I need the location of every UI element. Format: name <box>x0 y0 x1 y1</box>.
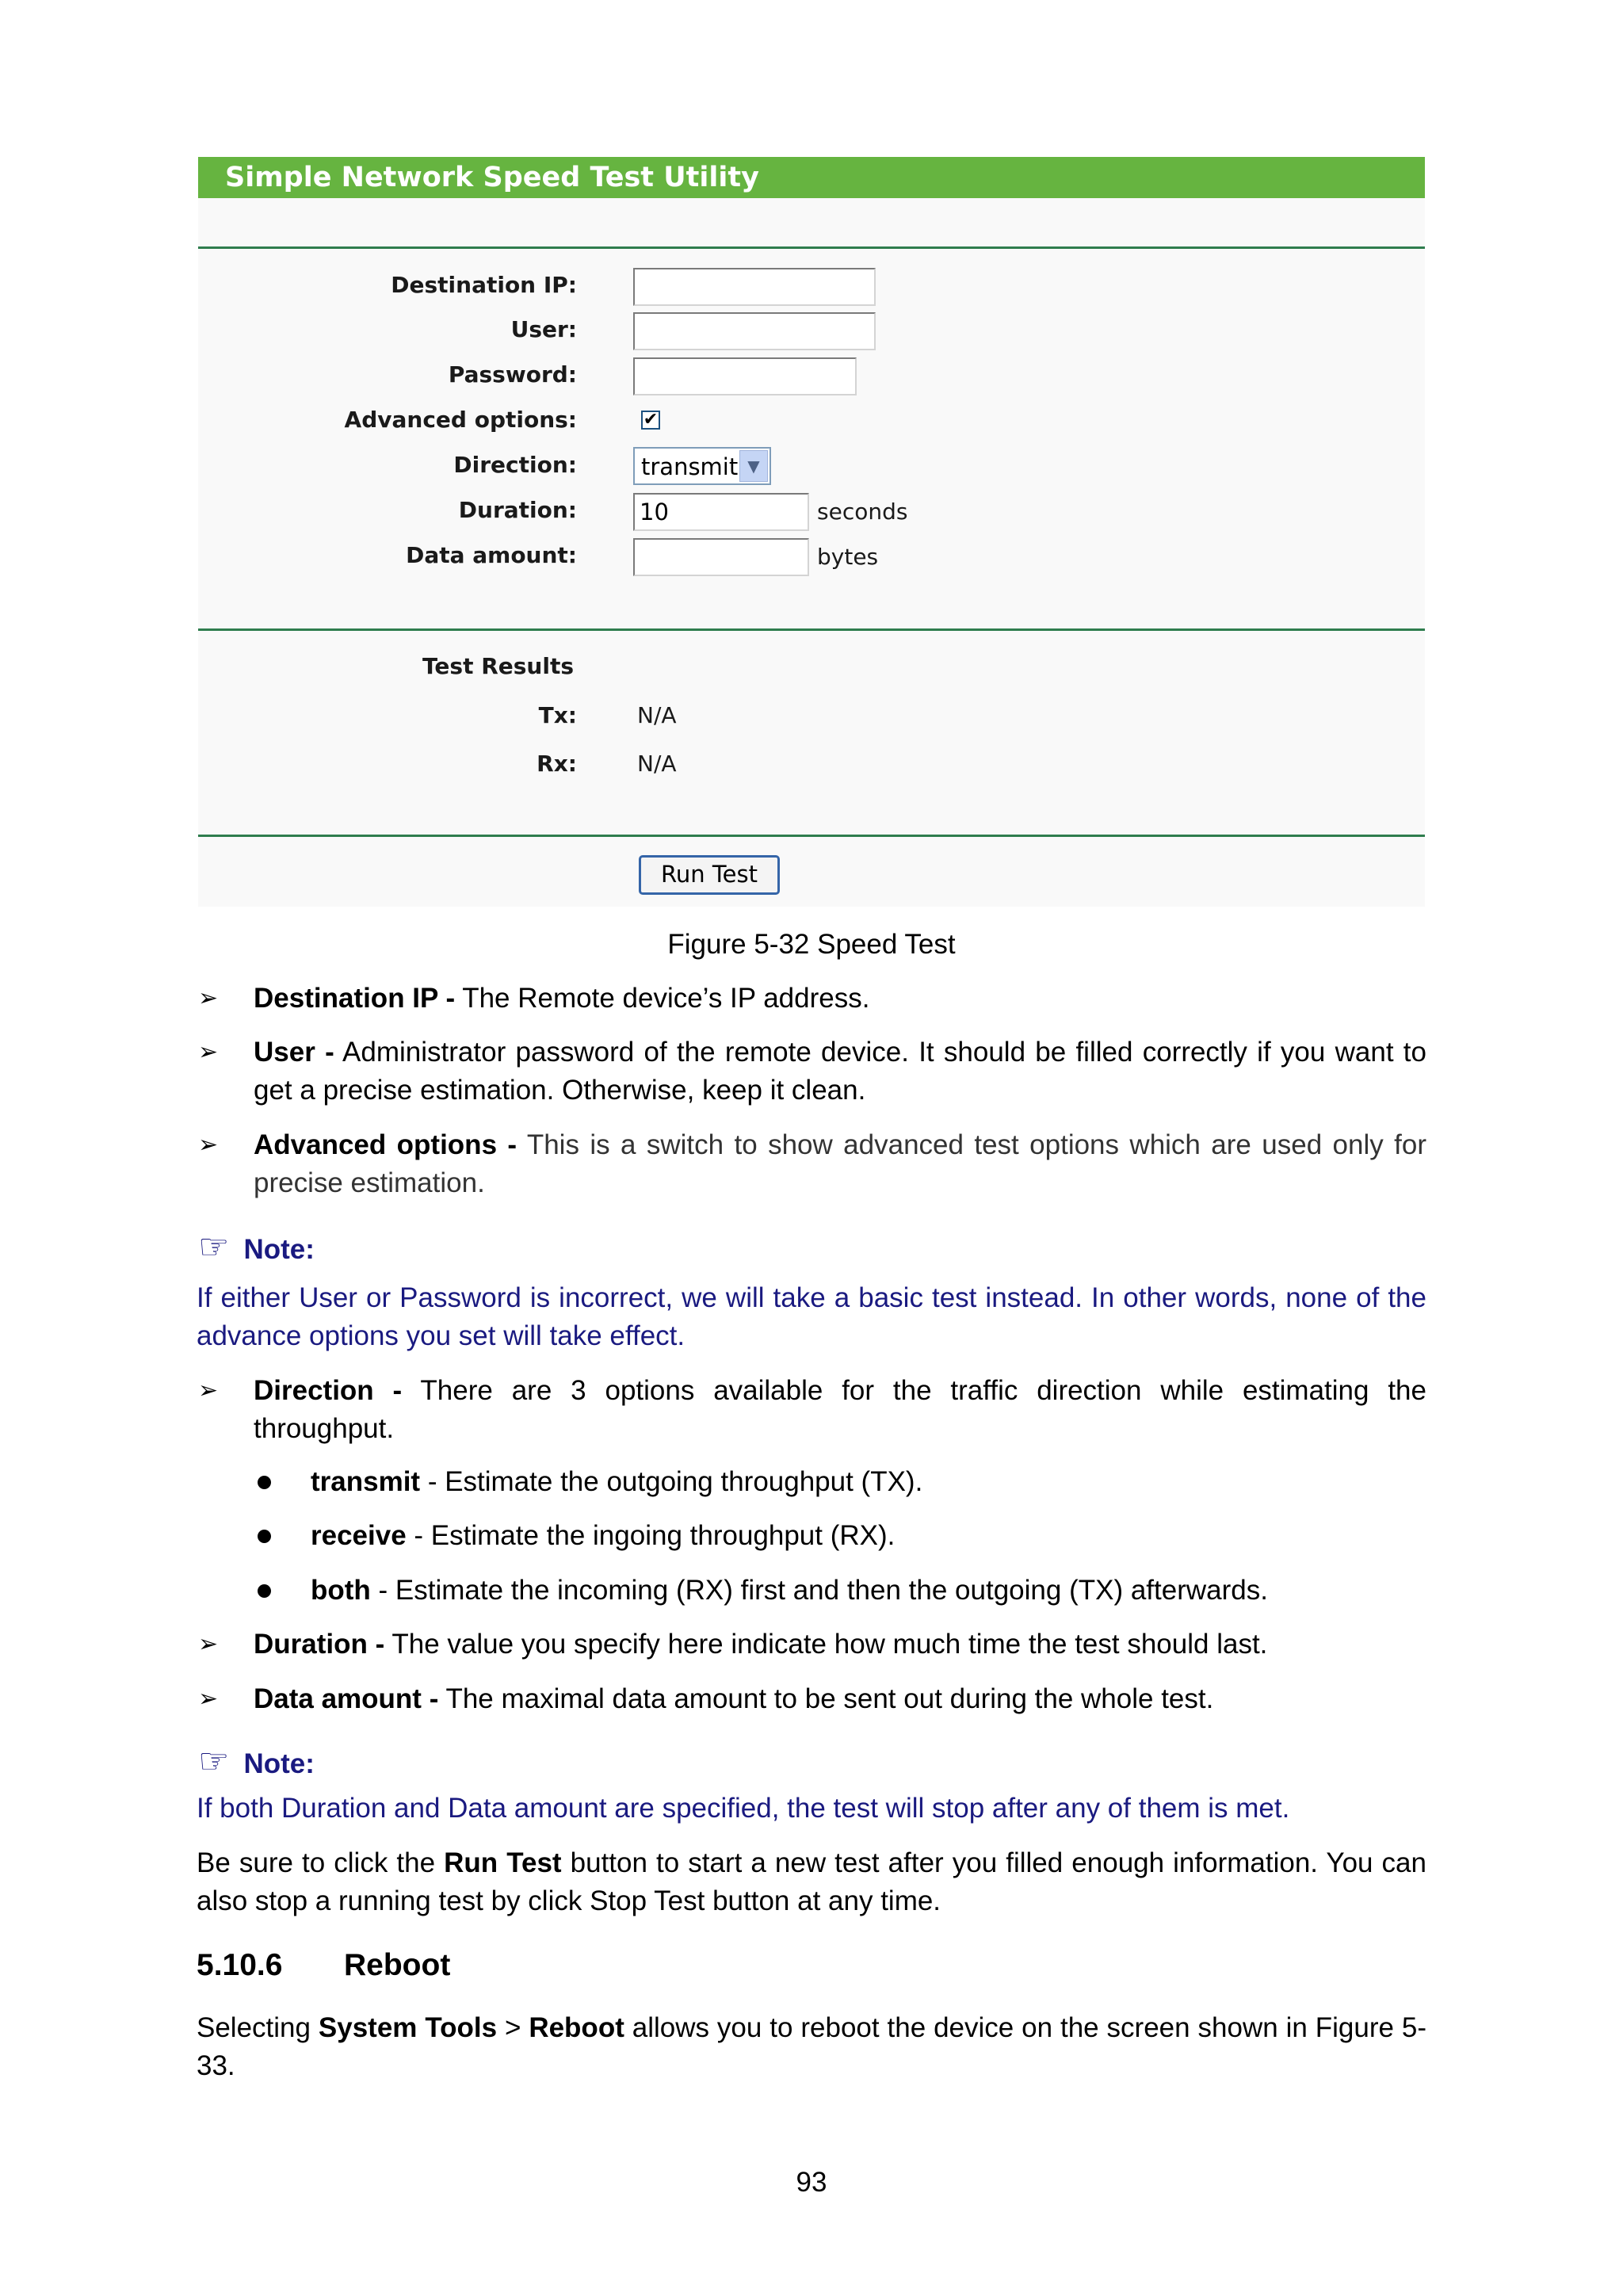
password-label: Password: <box>448 361 577 388</box>
term: Data amount - <box>254 1683 439 1714</box>
text: button to start a new test after you filled enough information. You can also stop a running test by click Stop Test button at any time. <box>197 1847 1426 1916</box>
direction-label: Direction: <box>453 452 577 478</box>
note-text-2: If both Duration and Data amount are specified, the test will stop after any of them is met. <box>197 1793 1290 1824</box>
bullet-direction <box>254 1372 1426 1448</box>
note-label: Note: <box>243 1748 315 1779</box>
note-text-1: If either User or Password is incorrect, we will take a basic test instead. In other words, none of the advance options you set will take effect. <box>197 1282 1426 1351</box>
text: Be sure to click the <box>197 1847 445 1878</box>
term: transmit <box>311 1466 421 1497</box>
user-label: User: <box>510 316 577 342</box>
figure-caption: Figure 5-32 Speed Test <box>667 929 956 960</box>
dot-bullet-icon <box>258 1530 271 1543</box>
password-input[interactable] <box>633 357 857 395</box>
term: Duration - <box>254 1629 385 1660</box>
sub-bullet-both <box>311 1572 1268 1610</box>
divider <box>198 246 1425 249</box>
note-heading <box>198 1743 315 1783</box>
bullet-advanced-options <box>254 1126 1426 1202</box>
rx-value: N/A <box>637 751 677 777</box>
text: Selecting <box>197 2012 319 2043</box>
bullet-duration <box>254 1626 1426 1664</box>
destination-ip-input[interactable] <box>633 268 876 306</box>
description: The Remote device’s IP address. <box>455 983 870 1014</box>
divider <box>198 835 1425 837</box>
term: Direction - <box>254 1375 403 1406</box>
description: The value you specify here indicate how much time the test should last. <box>384 1629 1268 1660</box>
term: Advanced options - <box>254 1129 517 1160</box>
section-title: Reboot <box>344 1948 451 1982</box>
note-heading <box>198 1228 315 1269</box>
sub-bullet-receive <box>311 1517 895 1555</box>
bullet-data-amount <box>254 1680 1426 1718</box>
page-number: 93 <box>796 2167 827 2198</box>
dot-bullet-icon <box>258 1476 271 1489</box>
destination-ip-label: Destination IP: <box>391 272 577 298</box>
advanced-options-checkbox[interactable]: ✔ <box>641 411 660 430</box>
user-input[interactable] <box>633 312 876 350</box>
direction-select[interactable] <box>633 447 771 485</box>
term: receive <box>311 1520 407 1551</box>
arrow-bullet-icon: ➢ <box>198 1686 219 1712</box>
term: both <box>311 1575 371 1606</box>
description: - Estimate the outgoing throughput (TX). <box>420 1466 923 1497</box>
bullet-destination-ip <box>254 980 1426 1018</box>
term: User - <box>254 1037 334 1068</box>
tx-value: N/A <box>637 702 677 728</box>
system-tools-term: System Tools <box>318 2012 498 2043</box>
divider <box>198 628 1425 631</box>
text: > <box>497 2012 529 2043</box>
description: - Estimate the ingoing throughput (RX). <box>406 1520 896 1551</box>
panel-title: Simple Network Speed Test Utility <box>198 157 1425 198</box>
data-amount-label: Data amount: <box>406 542 577 568</box>
data-amount-input[interactable] <box>633 538 809 576</box>
run-test-term: Run Test <box>444 1847 562 1878</box>
arrow-bullet-icon: ➢ <box>198 985 219 1011</box>
direction-value: transmit <box>641 453 739 480</box>
run-test-button[interactable]: Run Test <box>639 855 780 895</box>
reboot-term: Reboot <box>529 2012 624 2043</box>
description: - Estimate the incoming (RX) first and then the outgoing (TX) afterwards. <box>370 1575 1268 1606</box>
dot-bullet-icon <box>258 1584 271 1598</box>
tx-label: Tx: <box>538 702 577 728</box>
bullet-user <box>254 1033 1426 1110</box>
sub-bullet-transmit <box>311 1463 922 1501</box>
pointing-hand-icon: ☞ <box>198 1228 230 1266</box>
term: Destination IP - <box>254 983 456 1014</box>
arrow-bullet-icon: ➢ <box>198 1377 219 1404</box>
advanced-options-label: Advanced options: <box>344 407 577 433</box>
data-amount-unit: bytes <box>817 544 879 570</box>
arrow-bullet-icon: ➢ <box>198 1631 219 1657</box>
duration-unit: seconds <box>817 499 908 525</box>
description: There are 3 options available for the traffic direction while estimating the throughput. <box>254 1375 1426 1444</box>
chevron-down-icon[interactable]: ▼ <box>739 450 768 482</box>
duration-input[interactable] <box>633 493 809 531</box>
description: This is a switch to show advanced test options which are used only for precise estimation. <box>254 1129 1426 1198</box>
arrow-bullet-icon: ➢ <box>198 1039 219 1065</box>
rx-label: Rx: <box>537 751 577 777</box>
test-results-heading: Test Results <box>422 653 574 679</box>
duration-label: Duration: <box>458 497 577 523</box>
description: The maximal data amount to be sent out during the whole test. <box>438 1683 1214 1714</box>
run-test-paragraph <box>197 1844 1426 1920</box>
section-number: 5.10.6 <box>197 1948 283 1982</box>
pointing-hand-icon: ☞ <box>198 1742 230 1781</box>
arrow-bullet-icon: ➢ <box>198 1132 219 1158</box>
description: Administrator password of the remote device. It should be filled correctly if you want to get a precise estimation. Otherwise, keep it clean. <box>254 1037 1426 1106</box>
text: allows you to reboot the device on the screen shown in Figure 5-33. <box>197 2012 1426 2081</box>
reboot-paragraph <box>197 2009 1426 2085</box>
note-label: Note: <box>243 1234 315 1265</box>
